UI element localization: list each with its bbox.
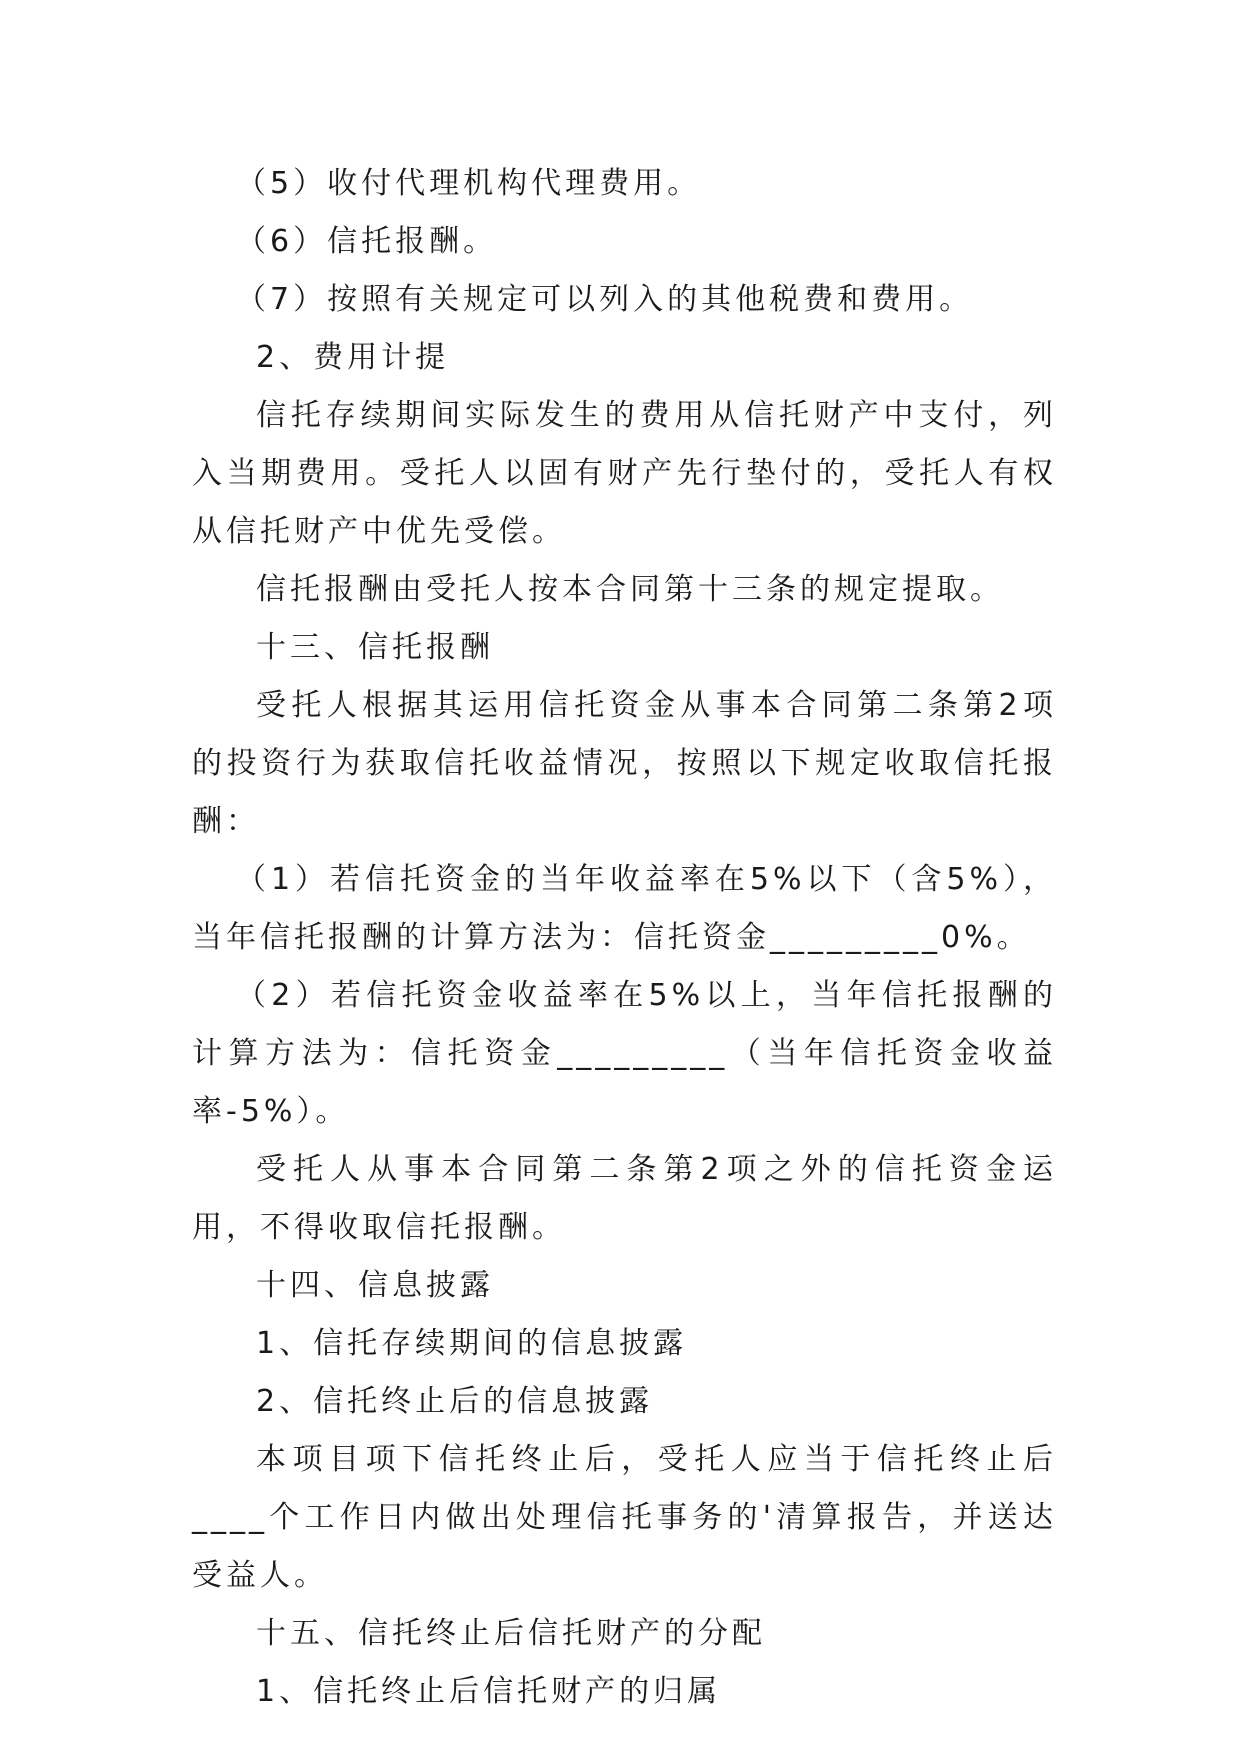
fee-item-7: （7）按照有关规定可以列入的其他税费和费用。 — [236, 282, 974, 317]
paragraph-fee-accrual: 信托存续期间实际发生的费用从信托财产中支付，列入当期费用。受托人以固有财产先行垫付的，受托人有权从信托财产中优先受偿。 — [192, 398, 1057, 549]
paragraph-liquidation-report: 本项目项下信托终止后，受托人应当于信托终止后____个工作日内做出处理信托事务的'清算报告，并送达受益人。 — [192, 1442, 1057, 1593]
paragraph-no-fee-other-use: 受托人从事本合同第二条第2项之外的信托资金运用，不得收取信托报酬。 — [192, 1152, 1057, 1245]
paragraph-trust-fee-extraction: 信托报酬由受托人按本合同第十三条的规定提取。 — [256, 572, 1004, 607]
subheading-disclosure-during: 1、信托存续期间的信息披露 — [256, 1326, 688, 1361]
paragraph-trust-fee-rule-2: （2）若信托资金收益率在5%以上，当年信托报酬的计算方法为：信托资金_________（当年信托资金收益率-5%）。 — [192, 978, 1057, 1129]
subheading-property-ownership: 1、信托终止后信托财产的归属 — [256, 1674, 722, 1709]
fee-item-5: （5）收付代理机构代理费用。 — [236, 166, 702, 201]
section-heading-15: 十五、信托终止后信托财产的分配 — [256, 1616, 766, 1651]
section-heading-fee-accrual: 2、费用计提 — [256, 340, 450, 375]
fee-item-6: （6）信托报酬。 — [236, 224, 498, 259]
section-heading-13: 十三、信托报酬 — [256, 630, 494, 665]
section-heading-14: 十四、信息披露 — [256, 1268, 494, 1303]
document-body — [192, 155, 1057, 1721]
paragraph-trust-fee-basis: 受托人根据其运用信托资金从事本合同第二条第2项的投资行为获取信托收益情况，按照以下规定收取信托报酬： — [192, 688, 1057, 839]
subheading-disclosure-after: 2、信托终止后的信息披露 — [256, 1384, 654, 1419]
paragraph-trust-fee-rule-1: （1）若信托资金的当年收益率在5%以下（含5%），当年信托报酬的计算方法为：信托资金_________0%。 — [192, 862, 1057, 955]
